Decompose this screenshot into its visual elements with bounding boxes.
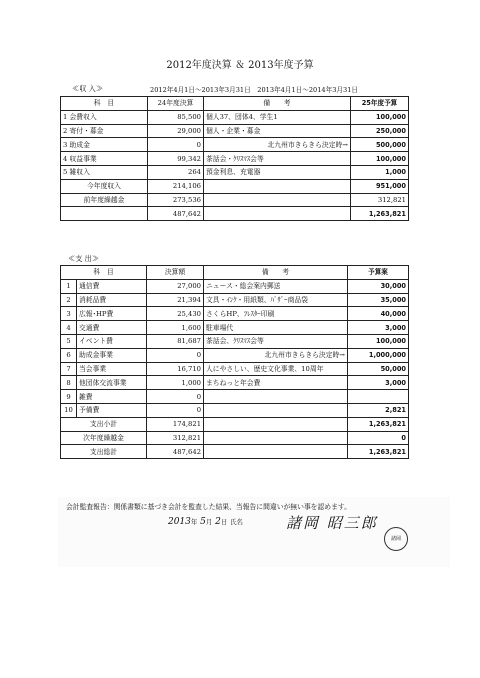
month-unit: 月 bbox=[205, 518, 213, 526]
expense-remarks bbox=[204, 403, 348, 417]
expense-settlement: 21,394 bbox=[147, 293, 204, 307]
table-row bbox=[61, 321, 409, 335]
income-remarks bbox=[204, 207, 351, 221]
table-row bbox=[61, 110, 409, 124]
expense-settlement: 0 bbox=[147, 390, 204, 404]
table-row bbox=[61, 279, 409, 293]
expense-settlement: 16,710 bbox=[147, 362, 204, 376]
income-budget: 1,263,821 bbox=[351, 207, 409, 221]
income-remarks: 茶話会・ｸﾘｽﾏｽ会等 bbox=[204, 152, 351, 166]
expense-no: 7 bbox=[61, 362, 77, 376]
col-header-remarks: 備 考 bbox=[204, 266, 348, 280]
expense-remarks: 茶話会、ｸﾘｽﾏｽ会等 bbox=[204, 334, 348, 348]
expense-remarks: 駐車場代 bbox=[204, 321, 348, 335]
table-row bbox=[61, 293, 409, 307]
expense-remarks bbox=[204, 417, 348, 431]
income-item: 5 雑収入 bbox=[61, 165, 148, 179]
expense-section-label: ≪支 出≫ bbox=[68, 254, 100, 263]
expense-budget: 35,000 bbox=[348, 293, 409, 307]
expense-remarks: 文具・ｲﾝｸ・用紙類、ﾊﾞｻﾞｰ商品袋 bbox=[204, 293, 348, 307]
expense-no: 6 bbox=[61, 348, 77, 362]
income-item bbox=[61, 207, 148, 221]
expense-no: 8 bbox=[61, 376, 77, 390]
audit-statement: 会計監査報告：関係書類に基づき会計を監査した結果、当報告に間違いが無い事を認めます。 bbox=[66, 503, 351, 511]
seal-stamp: 諸岡 bbox=[384, 527, 408, 551]
income-budget: 951,000 bbox=[351, 179, 409, 193]
audit-year: 2013 bbox=[168, 517, 191, 527]
expense-remarks: さくらHP、ﾌﾚｽﾀｰ印刷 bbox=[204, 307, 348, 321]
expense-budget: 0 bbox=[348, 431, 409, 445]
expense-item: 通信費 bbox=[77, 279, 147, 293]
col-header-item: 科 目 bbox=[61, 97, 148, 111]
expense-settlement: 312,821 bbox=[147, 431, 204, 445]
income-budget: 100,000 bbox=[351, 110, 409, 124]
expense-no: 5 bbox=[61, 334, 77, 348]
col-header-settlement: 決算額 bbox=[147, 266, 204, 280]
expense-budget: 30,000 bbox=[348, 279, 409, 293]
income-settlement: 99,342 bbox=[148, 152, 204, 166]
expense-budget: 50,000 bbox=[348, 362, 409, 376]
expense-settlement: 487,642 bbox=[147, 445, 204, 459]
table-row bbox=[61, 207, 409, 221]
income-settlement: 264 bbox=[148, 165, 204, 179]
table-row bbox=[61, 445, 409, 459]
expense-header-row bbox=[61, 266, 409, 280]
income-remarks: 個人37、団体4、学生1 bbox=[204, 110, 351, 124]
expense-settlement: 25,430 bbox=[147, 307, 204, 321]
audit-day: 2 bbox=[215, 517, 221, 527]
table-row bbox=[61, 390, 409, 404]
expense-item: 消耗品費 bbox=[77, 293, 147, 307]
expense-settlement: 0 bbox=[147, 348, 204, 362]
col-header-budget: 予算案 bbox=[348, 266, 409, 280]
expense-total-label: 支出総計 bbox=[61, 445, 147, 459]
expense-settlement: 27,000 bbox=[147, 279, 204, 293]
income-item: 今年度収入 bbox=[61, 179, 148, 193]
table-row bbox=[61, 348, 409, 362]
income-table bbox=[60, 96, 409, 221]
table-row bbox=[61, 124, 409, 138]
expense-remarks: まちねっと年会費 bbox=[204, 376, 348, 390]
table-row bbox=[61, 307, 409, 321]
income-settlement: 29,000 bbox=[148, 124, 204, 138]
income-budget: 250,000 bbox=[351, 124, 409, 138]
expense-budget: 1,263,821 bbox=[348, 417, 409, 431]
expense-item: 広報･HP費 bbox=[77, 307, 147, 321]
table-row bbox=[61, 362, 409, 376]
expense-no: 4 bbox=[61, 321, 77, 335]
table-row bbox=[61, 403, 409, 417]
audit-month: 5 bbox=[200, 517, 206, 527]
expense-budget: 40,000 bbox=[348, 307, 409, 321]
col-header-settlement: 24年度決算 bbox=[148, 97, 204, 111]
expense-budget: 1,263,821 bbox=[348, 445, 409, 459]
expense-item: 予備費 bbox=[77, 403, 147, 417]
income-budget: 100,000 bbox=[351, 152, 409, 166]
expense-budget: 3,000 bbox=[348, 376, 409, 390]
expense-remarks: 北九州市きらきら決定時→ bbox=[204, 348, 348, 362]
expense-no: 1 bbox=[61, 279, 77, 293]
expense-item: 当会事業 bbox=[77, 362, 147, 376]
audit-date bbox=[168, 517, 243, 527]
year-unit: 年 bbox=[190, 518, 198, 526]
expense-item: 雑費 bbox=[77, 390, 147, 404]
expense-settlement: 174,821 bbox=[147, 417, 204, 431]
table-row bbox=[61, 417, 409, 431]
expense-item: 他団体交流事業 bbox=[77, 376, 147, 390]
table-row bbox=[61, 165, 409, 179]
expense-settlement: 0 bbox=[147, 403, 204, 417]
expense-item: イベント費 bbox=[77, 334, 147, 348]
income-budget: 1,000 bbox=[351, 165, 409, 179]
expense-settlement: 1,000 bbox=[147, 376, 204, 390]
table-row bbox=[61, 431, 409, 445]
table-row bbox=[61, 334, 409, 348]
expense-budget: 3,000 bbox=[348, 321, 409, 335]
income-budget: 312,821 bbox=[351, 193, 409, 207]
expense-total-label: 次年度繰越金 bbox=[61, 431, 147, 445]
income-budget: 500,000 bbox=[351, 138, 409, 152]
income-item: 2 寄付・募金 bbox=[61, 124, 148, 138]
expense-remarks: ニュース・総会案内郵送 bbox=[204, 279, 348, 293]
expense-settlement: 1,600 bbox=[147, 321, 204, 335]
income-remarks: 預金利息、充電器 bbox=[204, 165, 351, 179]
income-remarks: 個人・企業・募金 bbox=[204, 124, 351, 138]
col-header-remarks: 備 考 bbox=[204, 97, 351, 111]
expense-item: 交通費 bbox=[77, 321, 147, 335]
table-row bbox=[61, 152, 409, 166]
col-header-item: 科 目 bbox=[61, 266, 147, 280]
expense-table bbox=[60, 265, 409, 459]
auditor-signature: 諸岡 昭三郎 bbox=[286, 514, 378, 532]
expense-total-label: 支出小計 bbox=[61, 417, 147, 431]
income-remarks: 北九州市きらきら決定時→ bbox=[204, 138, 351, 152]
table-row bbox=[61, 179, 409, 193]
expense-remarks: 人にやさしい、歴史文化事業、10周年 bbox=[204, 362, 348, 376]
fiscal-periods: 2012年4月1日～2013年3月31日 2013年4月1日～2014年3月31日 bbox=[150, 86, 358, 94]
income-item: 4 収益事業 bbox=[61, 152, 148, 166]
table-row bbox=[61, 193, 409, 207]
expense-no: 2 bbox=[61, 293, 77, 307]
income-item: 3 助成金 bbox=[61, 138, 148, 152]
income-section-label: ≪収 入≫ bbox=[72, 84, 104, 93]
expense-settlement: 81,687 bbox=[147, 334, 204, 348]
income-settlement: 0 bbox=[148, 138, 204, 152]
table-row bbox=[61, 138, 409, 152]
income-item: 1 会費収入 bbox=[61, 110, 148, 124]
page-title: 2012年度決算 ＆ 2013年度予算 bbox=[166, 60, 314, 71]
day-unit: 日 bbox=[220, 518, 228, 526]
income-remarks bbox=[204, 193, 351, 207]
income-settlement: 85,500 bbox=[148, 110, 204, 124]
expense-budget: 100,000 bbox=[348, 334, 409, 348]
income-settlement: 214,106 bbox=[148, 179, 204, 193]
expense-item: 助成金事業 bbox=[77, 348, 147, 362]
expense-budget: 2,821 bbox=[348, 403, 409, 417]
table-row bbox=[61, 376, 409, 390]
income-remarks bbox=[204, 179, 351, 193]
expense-remarks bbox=[204, 390, 348, 404]
income-settlement: 273,536 bbox=[148, 193, 204, 207]
income-header-row bbox=[61, 97, 409, 111]
col-header-budget: 25年度予算 bbox=[351, 97, 409, 111]
expense-remarks bbox=[204, 445, 348, 459]
income-settlement: 487,642 bbox=[148, 207, 204, 221]
income-item: 前年度繰越金 bbox=[61, 193, 148, 207]
expense-remarks bbox=[204, 431, 348, 445]
expense-budget bbox=[348, 390, 409, 404]
expense-no: 10 bbox=[61, 403, 77, 417]
expense-budget: 1,000,000 bbox=[348, 348, 409, 362]
expense-no: 3 bbox=[61, 307, 77, 321]
expense-no: 9 bbox=[61, 390, 77, 404]
name-label: 氏名 bbox=[230, 518, 243, 526]
